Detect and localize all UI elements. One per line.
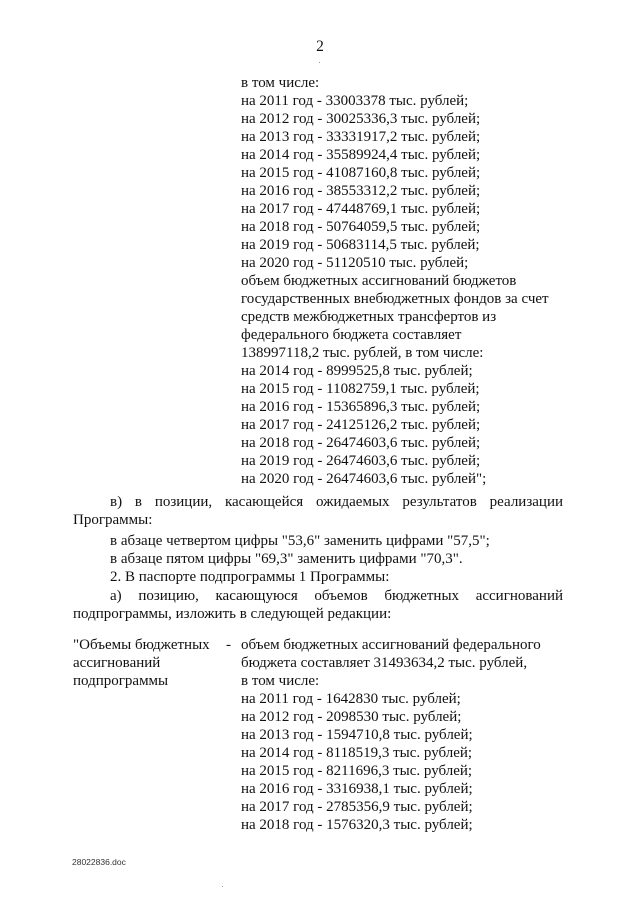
scan-speck [319, 62, 320, 63]
passport-value-line: на 2013 год - 1594710,8 тыс. рублей; [241, 727, 473, 743]
passport-label-line: "Объемы бюджетных [73, 637, 210, 653]
list-line: на 2020 год - 51120510 тыс. рублей; [241, 255, 469, 271]
page-number: 2 [316, 38, 324, 55]
paragraph-abzats-5: в абзаце пятом цифры "69,3" заменить цифрами "70,3". [110, 551, 463, 567]
passport-label-line: подпрограммы [73, 673, 169, 689]
passport-label-line: ассигнований [73, 655, 161, 671]
paragraph-2: 2. В паспорте подпрограммы 1 Программы: [110, 569, 390, 585]
list-line: на 2017 год - 24125126,2 тыс. рублей; [241, 417, 481, 433]
list-line: на 2011 год - 33003378 тыс. рублей; [241, 93, 469, 109]
list-line: на 2020 год - 26474603,6 тыс. рублей"; [241, 471, 487, 487]
list-line: на 2012 год - 30025336,3 тыс. рублей; [241, 111, 481, 127]
paragraph-a-line1: а) позицию, касающуюся объемов бюджетных ассигнований [110, 588, 563, 604]
list-line: в том числе: [241, 75, 320, 91]
list-line: на 2016 год - 38553312,2 тыс. рублей; [241, 183, 481, 199]
list-line: государственных внебюджетных фондов за счет [241, 291, 549, 307]
passport-value-line: на 2018 год - 1576320,3 тыс. рублей; [241, 817, 473, 833]
passport-value-line: в том числе: [241, 673, 320, 689]
list-line: на 2019 год - 50683114,5 тыс. рублей; [241, 237, 480, 253]
passport-value-line: на 2014 год - 8118519,3 тыс. рублей; [241, 745, 473, 761]
passport-value-line: на 2011 год - 1642830 тыс. рублей; [241, 691, 461, 707]
passport-value-line: на 2015 год - 8211696,3 тыс. рублей; [241, 763, 473, 779]
passport-value-line: на 2016 год - 3316938,1 тыс. рублей; [241, 781, 473, 797]
list-line: на 2016 год - 15365896,3 тыс. рублей; [241, 399, 481, 415]
list-line: на 2014 год - 35589924,4 тыс. рублей; [241, 147, 481, 163]
list-line: на 2018 год - 26474603,6 тыс. рублей; [241, 435, 481, 451]
list-line: средств межбюджетных трансфертов из [241, 309, 497, 325]
passport-value-line: на 2012 год - 2098530 тыс. рублей; [241, 709, 462, 725]
list-line: на 2014 год - 8999525,8 тыс. рублей; [241, 363, 473, 379]
list-line: на 2018 год - 50764059,5 тыс. рублей; [241, 219, 481, 235]
passport-value-line: на 2017 год - 2785356,9 тыс. рублей; [241, 799, 473, 815]
footer-filename: 28022836.doc [72, 857, 126, 867]
paragraph-abzats-4: в абзаце четвертом цифры "53,6" заменить цифрами "57,5"; [110, 533, 490, 549]
list-line: 138997118,2 тыс. рублей, в том числе: [241, 345, 484, 361]
scan-speck [222, 886, 223, 887]
paragraph-a-line2: подпрограммы, изложить в следующей редакции: [73, 606, 392, 622]
passport-value-line: объем бюджетных ассигнований федерального [241, 637, 541, 653]
paragraph-v-line1: в) в позиции, касающейся ожидаемых результатов реализации [110, 494, 563, 510]
list-line: объем бюджетных ассигнований бюджетов [241, 273, 517, 289]
list-line: на 2013 год - 33331917,2 тыс. рублей; [241, 129, 481, 145]
list-line: на 2017 год - 47448769,1 тыс. рублей; [241, 201, 481, 217]
passport-value-line: бюджета составляет 31493634,2 тыс. рублей, [241, 655, 528, 671]
list-line: на 2015 год - 11082759,1 тыс. рублей; [241, 381, 480, 397]
list-line: федерального бюджета составляет [241, 327, 462, 343]
list-line: на 2019 год - 26474603,6 тыс. рублей; [241, 453, 481, 469]
passport-dash: - [226, 637, 231, 653]
paragraph-v-line2: Программы: [73, 512, 153, 528]
list-line: на 2015 год - 41087160,8 тыс. рублей; [241, 165, 481, 181]
